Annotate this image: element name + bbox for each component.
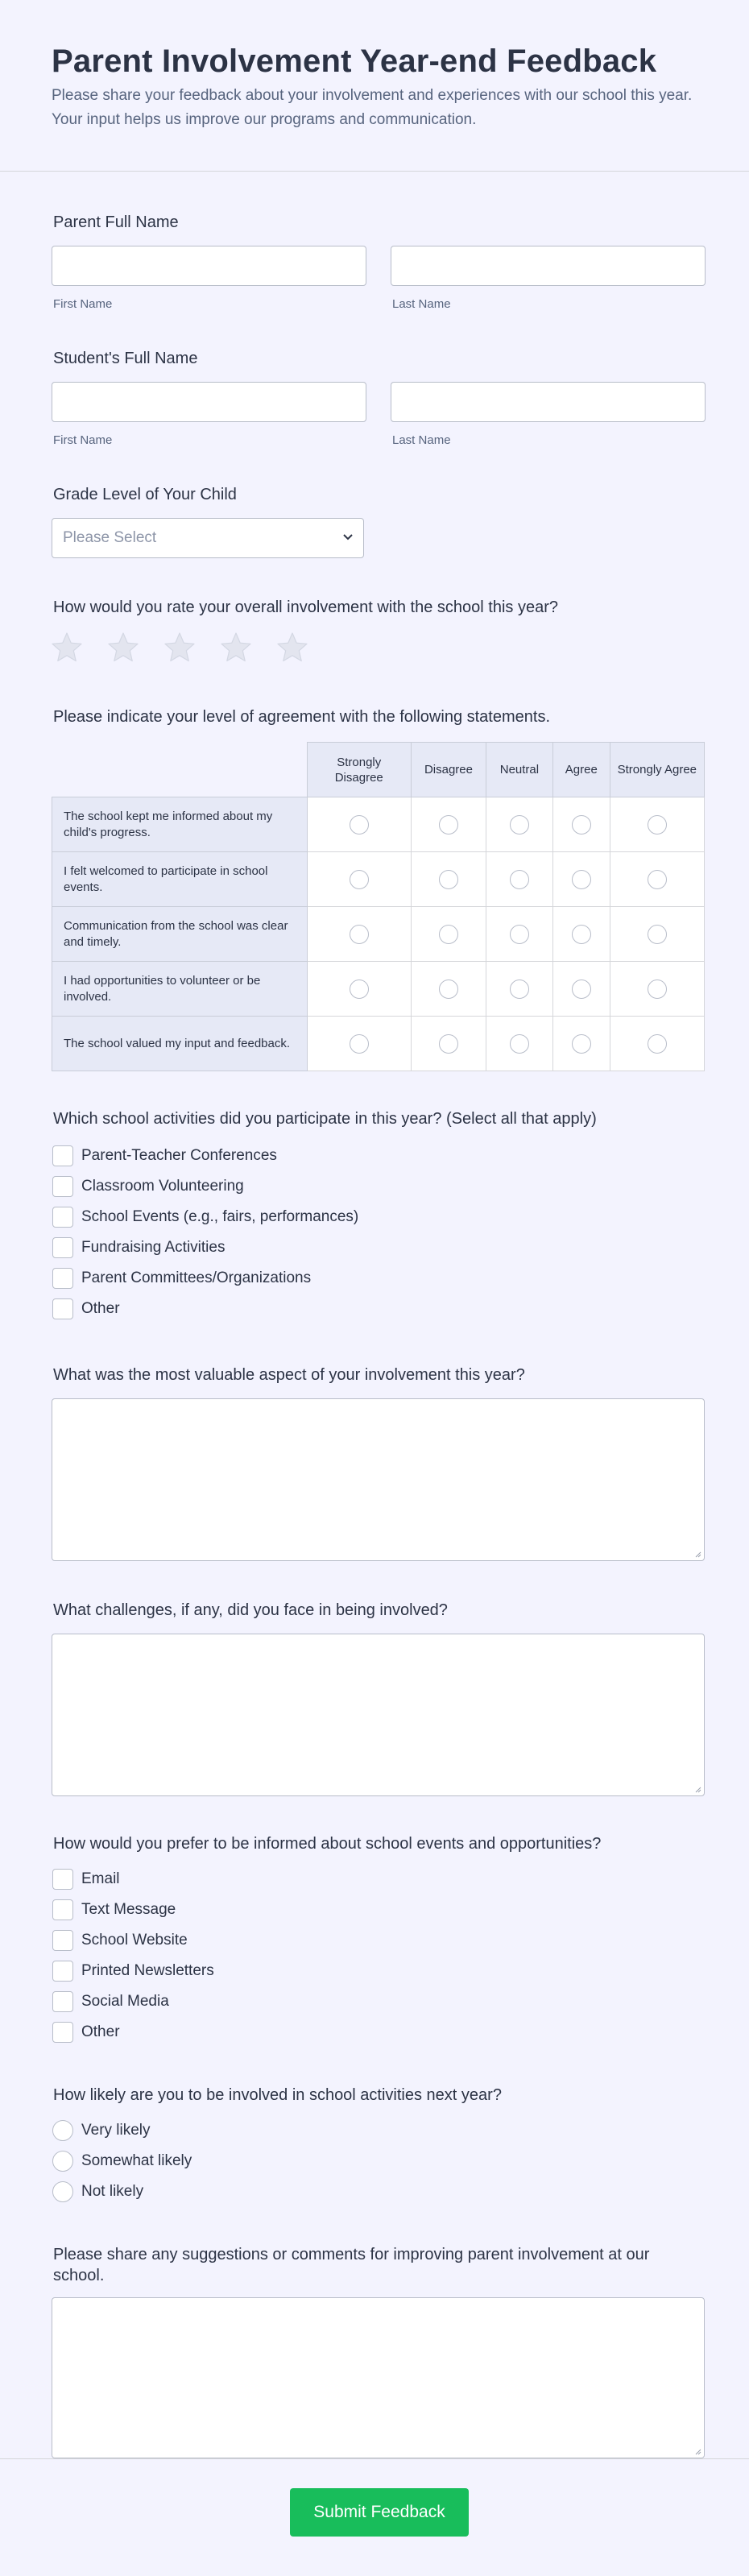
matrix-row-statement: I had opportunities to volunteer or be involved. [52,962,308,1017]
inform-preference-label: How would you prefer to be informed about school events and opportunities? [53,1835,602,1853]
inform-preference-field [52,1833,697,2048]
form-body [0,212,749,2458]
matrix-cell [610,797,704,852]
inform-option[interactable] [52,1864,697,1895]
matrix-radio[interactable] [572,925,591,944]
parent-name-field [52,212,697,311]
matrix-row [52,852,705,907]
matrix-radio[interactable] [510,1034,529,1054]
resize-handle-icon[interactable] [693,2447,701,2455]
agreement-matrix [52,742,705,1071]
grade-field [52,484,697,558]
inform-option-label: Email [81,1870,120,1887]
student-name-label: Student's Full Name [53,350,198,367]
likely-option[interactable] [52,2146,697,2176]
matrix-row [52,1017,705,1071]
matrix-radio[interactable] [510,925,529,944]
matrix-radio[interactable] [510,870,529,889]
radio-button[interactable] [52,2120,73,2141]
likely-option-label: Somewhat likely [81,2152,192,2169]
activities-options [52,1141,697,1324]
inform-option-label: School Website [81,1932,188,1949]
matrix-cell [610,907,704,962]
matrix-column-header: Agree [552,743,610,797]
matrix-row [52,962,705,1017]
activity-option[interactable] [52,1294,697,1324]
activity-option-label: Fundraising Activities [81,1239,226,1256]
matrix-radio[interactable] [648,979,667,999]
matrix-column-header: Disagree [411,743,486,797]
challenges-textarea[interactable] [52,1634,705,1796]
checkbox[interactable] [52,1268,73,1289]
matrix-cell [552,797,610,852]
matrix-row-statement: I felt welcomed to participate in school events. [52,852,308,907]
matrix-row-statement: The school valued my input and feedback. [52,1017,308,1071]
activity-option-label: Parent Committees/Organizations [81,1269,312,1286]
form-description: Please share your feedback about your involvement and experiences with our school this year. Your input helps us improve our programs and communication. [52,87,693,128]
matrix-radio[interactable] [439,870,458,889]
matrix-cell [307,1017,411,1071]
grade-select-placeholder: Please Select [63,529,157,546]
challenges-label: What challenges, if any, did you face in being involved? [53,1601,448,1619]
matrix-row [52,797,705,852]
suggestions-label: Please share any suggestions or comments for improving parent involvement at our school. [53,2246,650,2284]
matrix-radio[interactable] [572,979,591,999]
agreement-matrix-label: Please indicate your level of agreement with the following statements. [53,708,551,726]
checkbox[interactable] [52,1899,73,1920]
valuable-aspect-textarea[interactable] [52,1398,705,1561]
matrix-cell [552,852,610,907]
radio-button[interactable] [52,2181,73,2202]
activities-label: Which school activities did you participate in this year? (Select all that apply) [53,1110,597,1128]
suggestions-field [52,2244,697,2458]
inform-option-label: Other [81,2023,120,2040]
activity-option[interactable] [52,1263,697,1294]
star-icon[interactable] [163,631,197,665]
matrix-radio[interactable] [648,870,667,889]
inform-option-label: Social Media [81,1993,169,2010]
matrix-radio[interactable] [350,979,369,999]
inform-options [52,1864,697,2048]
parent-first-name-sublabel: First Name [53,297,113,311]
inform-option[interactable] [52,1956,697,1986]
matrix-radio[interactable] [439,815,458,835]
matrix-cell [411,962,486,1017]
student-last-name-sublabel: Last Name [392,433,451,447]
suggestions-textarea[interactable] [52,2297,705,2458]
matrix-cell [411,797,486,852]
inform-option-label: Text Message [81,1901,176,1918]
star-icon[interactable] [106,631,140,665]
involvement-rating-field [52,597,697,665]
matrix-cell [610,962,704,1017]
matrix-radio[interactable] [648,815,667,835]
parent-last-name-input[interactable] [391,246,706,286]
matrix-radio[interactable] [648,925,667,944]
matrix-radio[interactable] [439,925,458,944]
grade-label: Grade Level of Your Child [53,486,237,503]
matrix-cell [610,1017,704,1071]
matrix-column-header: Strongly Disagree [307,743,411,797]
star-icon[interactable] [219,631,253,665]
student-name-field [52,348,697,447]
grade-select[interactable] [52,518,364,558]
activity-option-label: Classroom Volunteering [81,1178,244,1195]
matrix-row-statement: Communication from the school was clear and timely. [52,907,308,962]
likely-option[interactable] [52,2115,697,2146]
activity-option-label: Parent-Teacher Conferences [81,1147,277,1164]
matrix-radio[interactable] [572,870,591,889]
activity-option[interactable] [52,1202,697,1232]
inform-option[interactable] [52,1895,697,1925]
matrix-cell [610,852,704,907]
activity-option-label: Other [81,1300,120,1317]
inform-option[interactable] [52,1986,697,2017]
matrix-cell [552,907,610,962]
star-icon[interactable] [275,631,309,665]
inform-option[interactable] [52,1925,697,1956]
activity-option[interactable] [52,1171,697,1202]
matrix-radio[interactable] [350,870,369,889]
matrix-radio[interactable] [350,1034,369,1054]
form-footer [0,2458,749,2576]
matrix-radio[interactable] [350,815,369,835]
student-first-name-sublabel: First Name [53,433,113,447]
likely-options [52,2115,697,2207]
matrix-cell [486,797,552,852]
checkbox[interactable] [52,1298,73,1319]
matrix-cell [486,1017,552,1071]
student-first-name-input[interactable] [52,382,366,422]
checkbox[interactable] [52,1961,73,1982]
checkbox[interactable] [52,1237,73,1258]
checkbox[interactable] [52,1207,73,1228]
matrix-row [52,907,705,962]
checkbox[interactable] [52,1930,73,1951]
activity-option-label: School Events (e.g., fairs, performances) [81,1208,359,1225]
resize-handle-icon[interactable] [693,1550,701,1558]
matrix-corner [52,743,308,797]
activities-field [52,1108,697,1324]
matrix-cell [552,1017,610,1071]
checkbox[interactable] [52,1176,73,1197]
agreement-matrix-field [52,706,697,1071]
matrix-radio[interactable] [439,979,458,999]
matrix-radio[interactable] [648,1034,667,1054]
matrix-cell [411,907,486,962]
matrix-cell [307,852,411,907]
matrix-column-header: Neutral [486,743,552,797]
parent-name-label: Parent Full Name [53,213,179,231]
matrix-radio[interactable] [350,925,369,944]
matrix-cell [411,852,486,907]
matrix-cell [486,962,552,1017]
matrix-cell [486,907,552,962]
checkbox[interactable] [52,1991,73,2012]
activity-option[interactable] [52,1232,697,1263]
matrix-cell [307,797,411,852]
resize-handle-icon[interactable] [693,1785,701,1793]
matrix-radio[interactable] [510,815,529,835]
matrix-radio[interactable] [572,815,591,835]
checkbox[interactable] [52,2022,73,2043]
parent-last-name-sublabel: Last Name [392,297,451,311]
matrix-radio[interactable] [572,1034,591,1054]
matrix-cell [307,962,411,1017]
star-rating [50,631,697,665]
matrix-cell [411,1017,486,1071]
chevron-down-icon [342,533,354,541]
matrix-column-header: Strongly Agree [610,743,704,797]
involvement-rating-label: How would you rate your overall involvement with the school this year? [53,598,558,616]
form-title: Parent Involvement Year-end Feedback [52,43,657,79]
likely-option[interactable] [52,2176,697,2207]
inform-option-label: Printed Newsletters [81,1962,214,1979]
checkbox[interactable] [52,1145,73,1166]
matrix-radio[interactable] [439,1034,458,1054]
inform-option[interactable] [52,2017,697,2048]
matrix-cell [307,907,411,962]
matrix-radio[interactable] [510,979,529,999]
parent-first-name-input[interactable] [52,246,366,286]
challenges-field [52,1600,697,1796]
student-last-name-input[interactable] [391,382,706,422]
likely-option-label: Not likely [81,2183,144,2200]
likely-option-label: Very likely [81,2122,151,2139]
likely-label: How likely are you to be involved in school activities next year? [53,2086,502,2104]
matrix-row-statement: The school kept me informed about my child's progress. [52,797,308,852]
radio-button[interactable] [52,2151,73,2172]
submit-button[interactable]: Submit Feedback [290,2488,469,2537]
likely-field [52,2085,697,2207]
valuable-aspect-field [52,1365,697,1561]
form-header [0,0,749,172]
star-icon[interactable] [50,631,84,665]
checkbox[interactable] [52,1869,73,1890]
matrix-cell [552,962,610,1017]
matrix-cell [486,852,552,907]
activity-option[interactable] [52,1141,697,1171]
valuable-aspect-label: What was the most valuable aspect of your involvement this year? [53,1366,525,1384]
